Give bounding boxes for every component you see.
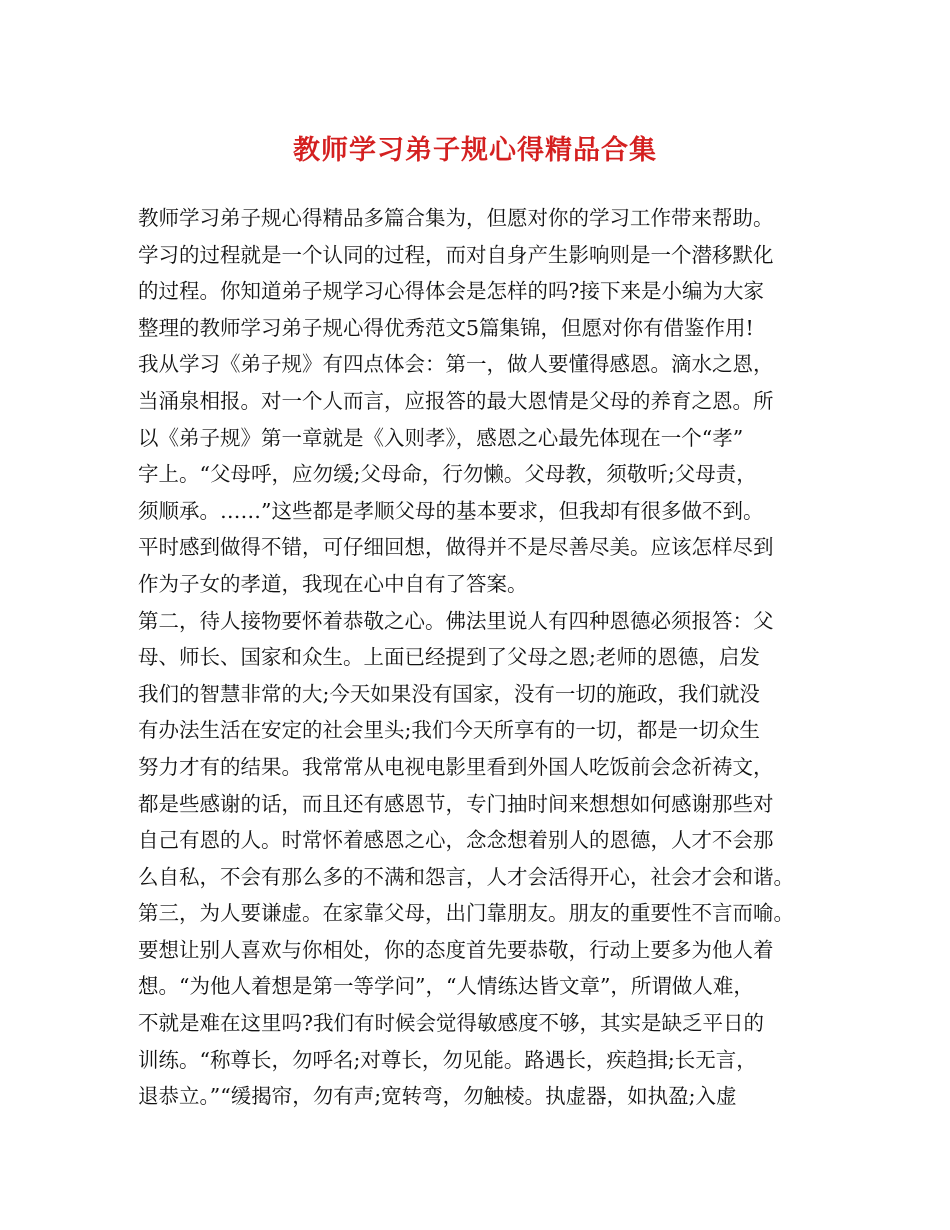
paragraph-line: 作为子女的孝道，我现在心中自有了答案。 — [138, 571, 528, 596]
paragraph-line: 母、师长、国家和众生。上面已经提到了父母之恩;老师的恩德，启发 — [138, 645, 760, 670]
paragraph-line: 教师学习弟子规心得精品多篇合集为，但愿对你的学习工作带来帮助。 — [138, 206, 774, 230]
paragraph-line: 不就是难在这里吗?我们有时候会觉得敏感度不够，其实是缺乏平日的 — [138, 1011, 764, 1036]
paragraph-line: 训练。“称尊长，勿呼名;对尊长，勿见能。路遇长，疾趋揖;长无言， — [138, 1047, 757, 1072]
paragraph-line: 自己有恩的人。时常怀着感恩之心，念念想着别人的恩德，人才不会那 — [138, 828, 774, 853]
paragraph-line: 我们的智慧非常的大;今天如果没有国家，没有一切的施政，我们就没 — [138, 681, 760, 706]
paragraph-line: 的过程。你知道弟子规学习心得体会是怎样的吗?接下来是小编为大家 — [138, 279, 764, 304]
document-title: 教师学习弟子规心得精品合集 — [293, 135, 657, 166]
paragraph-line: 整理的教师学习弟子规心得优秀范文5篇集锦，但愿对你有借鉴作用! — [138, 315, 754, 340]
paragraph-line: 学习的过程就是一个认同的过程，而对自身产生影响则是一个潜移默化 — [138, 242, 774, 267]
paragraph-line: 都是些感谢的话，而且还有感恩节，专门抽时间来想想如何感谢那些对 — [138, 791, 774, 816]
paragraph-line: 想。“为他人着想是第一等学问”，“人情练达皆文章”，所谓做人难， — [138, 974, 754, 999]
paragraph-line: 以《弟子规》第一章就是《入则孝》，感恩之心最先体现在一个“孝” — [138, 425, 744, 450]
paragraph-line: 么自私，不会有那么多的不满和怨言，人才会活得开心，社会才会和谐。 — [138, 864, 794, 889]
paragraph-line: 要想让别人喜欢与你相处，你的态度首先要恭敬，行动上要多为他人着 — [138, 937, 774, 962]
document-body — [138, 200, 828, 1115]
paragraph-line: 退恭立。”“缓揭帘，勿有声;宽转弯，勿触棱。执虚器，如执盈;入虚 — [138, 1084, 737, 1109]
paragraph-line: 第二，待人接物要怀着恭敬之心。佛法里说人有四种恩德必须报答：父 — [138, 608, 774, 633]
paragraph-line: 有办法生活在安定的社会里头;我们今天所享有的一切，都是一切众生 — [138, 718, 760, 743]
paragraph-line: 字上。“父母呼，应勿缓;父母命，行勿懒。父母教，须敬听;父母责， — [138, 462, 757, 487]
paragraph-line: 平时感到做得不错，可仔细回想，做得并不是尽善尽美。应该怎样尽到 — [138, 535, 774, 560]
paragraph-line: 须顺承。……”这些都是孝顺父母的基本要求，但我却有很多做不到。 — [138, 498, 764, 523]
paragraph-line: 我从学习《弟子规》有四点体会：第一，做人要懂得感恩。滴水之恩， — [138, 352, 774, 377]
paragraph-line: 第三，为人要谦虚。在家靠父母，出门靠朋友。朋友的重要性不言而喻。 — [138, 901, 794, 926]
paragraph-line: 当涌泉相报。对一个人而言，应报答的最大恩情是父母的养育之恩。所 — [138, 388, 774, 413]
paragraph-line: 努力才有的结果。我常常从电视电影里看到外国人吃饭前会念祈祷文， — [138, 754, 774, 779]
